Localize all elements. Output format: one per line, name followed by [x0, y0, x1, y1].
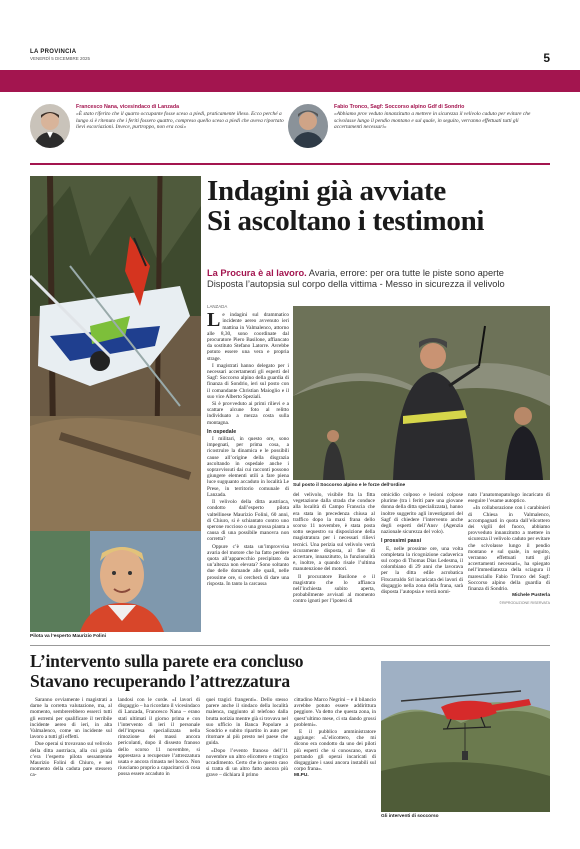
quote-sagf — [288, 104, 550, 160]
newspaper-name: LA PROVINCIA — [30, 49, 77, 55]
drop-cap: L — [207, 309, 221, 332]
article-column-2: del velivolo, visibile fra la fitta vegetazione dalla strada che conduce alla località di Campo Franscia che era stata in precedenza chiusa al traffico dopo la maxi frana dello scorso 11 novembre, è stata posta sotto sequestro su disposizione della magistratura per i necessari rilievi tecnici. Una perizia sul velivolo verrà sicuramente disposta, al fine di accertare, innanzitutto, la funzionalità e, inoltre, a quando risale l’ultima manutenzione del motori. Il procuratore Basilone e il magistrato che lo affianca nell’inchiesta subito aperta, probabilmente avvisati al momento contro ignoti per l’ipotesi di — [293, 492, 375, 605]
author-signature: MI.PU. — [294, 773, 309, 779]
caption-helicopter: Gli interventi di soccorso — [381, 814, 439, 819]
article2-column-2: landosi con le corde. «I lavori di disgaggio – ha ricordato il vicesindaco di Lanzada, Francesco Nana – erano stati ultimati il giorno prima e con l’intervento di ieri il personale dell’impresa specializzata nella rimozione dei massi ancora pericolanti, dopo il dissesto franoso dello scorso 11 novembre, si apprestava a recuperare l’attrezzatura usata e ancora rimasta nel bosco. Non riusciamo proprio a capacitarci di cosa possa essere accaduto in — [118, 697, 200, 778]
section-banner — [0, 70, 580, 92]
photo-helicopter — [381, 661, 550, 812]
subheading: In ospedale — [207, 428, 237, 435]
quote-vicesindaco — [30, 104, 290, 160]
article-column-4: nato l’anatomopatologo incaricato di eseguire l’esame autoptico. «In collaborazione con i carabinieri di Chiesa in Valmalenco, accompagnati in quota dall’elicottero dei vigili del fuoco, abbiamo provveduto innanzitutto a mettere in sicurezza il velivolo caduto per evitare che scivolasse lungo il pendio montano e sul quale, in seguito, verranno effettuati tutti gli accertamenti necessari», ha spiegato nell’immediatezza della sciagura il maresciallo Fabio Tronco del Sagf: Soccorso alpino della guardia di finanza di Sondrio. Michele Pusterla ©RIPRODUZIONE RISERVATA — [468, 492, 550, 606]
copyright-note: ©RIPRODUZIONE RISERVATA — [499, 601, 550, 606]
issue-date: VENERDÌ 5 DICEMBRE 2025 — [30, 56, 91, 61]
wreck-image — [30, 176, 201, 531]
quotes-strip — [30, 104, 550, 160]
secondary-headline: L’intervento sulla parete era concluso Stavano recuperando l’attrezzatura — [30, 651, 304, 691]
quote-author: Francesco Nana, vicesindaco di Lanzada — [76, 104, 180, 110]
article2-column-3: quei tragici frangenti». Dello stesso parere anche il sindaco della località malenca, raggiunto al telefono dalla brutta notizia mentre già si trovava nel suo ufficio in Banca Popolare a Sondrio e subito ripartito in auto per ritornare al più presto nel paese che guida. «Dopo l’evento franoso dell’11 novembre un altro elicottero e tragico accadimento. Certo che in questo caso si tratta di un altro fatto ancora più grave – dichiara il primo — [206, 697, 288, 779]
subheading: I prossimi passi — [381, 538, 422, 545]
photo-rescue — [293, 306, 550, 480]
article2-column-4: cittadino Marco Negrini – e il bilancio avrebbe potuto essere addirittura peggiore. Va detto che questa zona, in quest’ultimo mese, ci sta dando grossi problemi». E il pubblico amministratore aggiunge: «L’elicottero, che mi dicono era condotto da uno dei piloti più esperti che si conoscano, stava portando gli operai incaricati di disgaggiare i sassi ancora instabili sul corpo frana». MI.PU. — [294, 697, 376, 779]
divider — [30, 163, 550, 165]
rescue-image — [293, 306, 550, 480]
kicker: La Procura è al lavoro. Avaria, errore: per ora tutte le piste sono aperte Disposta l’autopsia sul corpo della vittima - Messo in sicurezza il velivolo — [207, 268, 505, 289]
quote-text: «Abbiamo prov veduto innanzitutto a mettere in sicurezza il velivolo caduto per evitare che scivolasse lungo il pendio montano e sul quale, in seguito, verranno effettuati tutti gli accertamenti necessari» — [334, 111, 531, 130]
portrait-image — [288, 104, 328, 148]
photo-pilot — [30, 531, 201, 632]
masthead — [30, 49, 550, 65]
helicopter-image — [381, 661, 550, 812]
article-column-1: LANZADA Le indagini sul drammatico incidente aereo avvenuto ieri mattina in Valmalenco, attorno alle 8,30, sono coordinate dal procuratore Piero Basilone, affiancato da sostituto Stefano Latorre. Avrebbe potuto essere una vera e propria strage. I magistrati hanno delegato per i necessari accertamenti gli esperti del Sagf: Soccorso alpino della guardia di finanza di Sondrio, ieri sul posto con il comandante Christian Maioglio e il suo vice Alberto Speziali. Si è provveduto ai primi rilievi e a scattare alcune foto al relitto individuato a mezza costa sulla montagna. In ospedale I militari, in questo ore, sono impegnati, per prima cosa, a ricostruire la dinamica e le possibili cause all’origine della disgrazia ascoltando in ospedale anche i sopravvissuti dai cui racconti possono giungere elementi utili a fare piena luce sugquanto accaduto in località Le Prese, in territorio comunale di Lanzada. Il velivolo della ditta austriaca, condotto dall’esperto pilota valtellinese Maurizio Folini, 60 anni, di Chiuro, si è schiantato contro uno sperone roccioso o una grossa pianta a causa di una possibile manovra non corretta? Oppure c’è stata un’improvvisa avaria del motore che ha fatto perdere quota all’apparecchio precipitato da un’altezza non elevata? Sono soltanto due delle domande alle quali, nelle prossime ore, si cercherà di dare una risposta. In tanto la carcassa — [207, 304, 289, 587]
photo-wreck — [30, 176, 201, 531]
quote-author: Fabio Tronco, Sagf: Soccorso alpino Gdf di Sondrio — [334, 104, 465, 110]
author-signature: Michele Pusterla — [512, 593, 550, 599]
dateline: LANZADA — [207, 304, 228, 309]
divider — [30, 645, 550, 646]
main-headline: Indagini già avviate Si ascoltano i testimoni — [207, 175, 485, 237]
caption-rescue: Sul posto il Soccorso alpino e le forze dell’ordine — [293, 483, 406, 488]
avatar-vicesindaco — [30, 104, 70, 148]
article2-column-1: Saranno ovviamente i magistrati a darne la corretta valutazione, ma, al momento, sembrerebbero esserci tutti gli estremi per qualificare il terribile incidente aereo di ieri, in alta Valmalenco, come un incidente sul lavoro a tutti gli effetti. Due operai si trovavano sul velivolo della ditta austriaca, alla cui guida c’era l’esperto pilota sessantenne Maurizio Folini di Chiuro, e nel momento della caduta pare stessero ca- — [30, 697, 112, 779]
caption-pilot: Pilota va l’esperto Maurizio Folini — [30, 634, 106, 639]
quote-text: «È stato riferito che il quarto occupante fosse sceso a piedi, praticamente illeso. Ecco perché a lungo si è ritenuto che i feriti fossero quattro, compreso quello sceso a piedi che aveva riportato lievi escoriazioni. Invece, purtroppo, non era così» — [76, 111, 284, 130]
pilot-image — [30, 531, 201, 632]
portrait-image — [30, 104, 70, 148]
page-number: 5 — [543, 51, 550, 65]
article-column-3: omicidio colposo e lesioni colpose plurime (tra i feriti pare una giovane donna della ditta specializzata), hanno inoltre suggerito agli investigatori del Sagf di chiedere l’intervento anche degli esperti dell’Ansv (Agenzia nazionale sicurezza del volo). I prossimi passi E, nelle prossime ore, una volta completata la ricognizione cadaverica sul corpo di Thomas Dias Ledesma, il colombiano di 29 anni che lavorava per la ditta edile acrobatica Fitscarraldo Srl incaricata dei lavori di disgaggio nella zona della frana, sarà disposta l’autopsia e verrà nomi- — [381, 492, 463, 596]
avatar-sagf — [288, 104, 328, 148]
